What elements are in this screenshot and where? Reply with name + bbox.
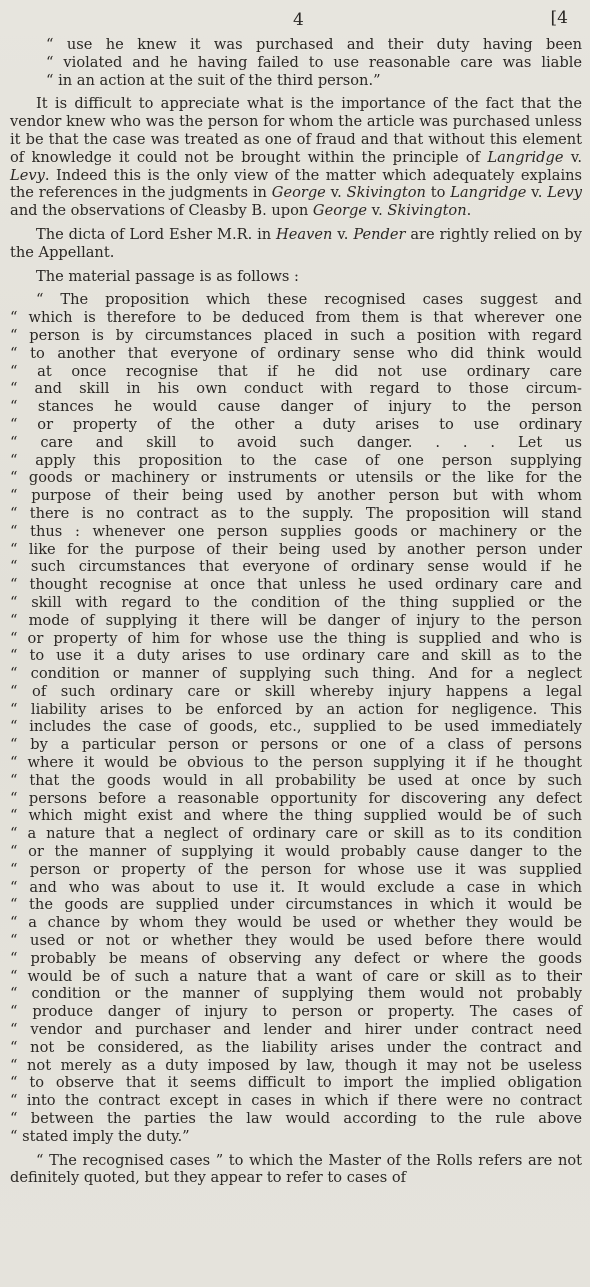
quote-line: “ which is therefore to be deduced from them is that wherever one bbox=[10, 309, 582, 327]
quoted-passage bbox=[10, 291, 582, 1145]
quote-line: “ and who was about to use it. It would exclude a case in which bbox=[10, 878, 582, 896]
body-text bbox=[10, 36, 582, 1187]
text-run: v. bbox=[366, 202, 388, 220]
case-name: Langridge bbox=[487, 148, 564, 166]
text-run: . bbox=[466, 202, 472, 220]
paragraph-recognised-cases: “ The recognised cases ” to which the Master of the Rolls refers are not definitely quoted, but they appear to refer to cases of bbox=[10, 1151, 582, 1187]
text-run: . Indeed this is the only view of the matter which adequately explains the references in the judgments in bbox=[10, 166, 582, 202]
page-header bbox=[10, 0, 582, 36]
quote-line: “ into the contract except in cases in which if there were no contract bbox=[10, 1092, 582, 1110]
quote-line: “ a chance by whom they would be used or whether they would be bbox=[10, 914, 582, 932]
case-name: Pender bbox=[353, 225, 406, 243]
case-name: Heaven bbox=[276, 225, 333, 243]
quote-line: “ purpose of their being used by another person but with whom bbox=[10, 487, 582, 505]
quote-line: “ use he knew it was purchased and their duty having been bbox=[46, 36, 582, 53]
quote-line: “ at once recognise that if he did not use ordinary care bbox=[10, 362, 582, 380]
quote-line: “ goods or machinery or instruments or utensils or the like for the bbox=[10, 469, 582, 487]
quote-line: “ probably be means of observing any defect or where the goods bbox=[10, 949, 582, 967]
case-name: Levy bbox=[547, 184, 583, 202]
quote-continuation bbox=[10, 36, 582, 89]
case-name: George bbox=[312, 202, 367, 220]
quote-line: “ mode of supplying it there will be danger of injury to the person bbox=[10, 611, 582, 629]
quote-line: “ not merely as a duty imposed by law, though it may not be useless bbox=[10, 1056, 582, 1074]
quote-line: “ person or property of the person for whose use it was supplied bbox=[10, 860, 582, 878]
quote-line: “ care and skill to avoid such danger. . . . Let us bbox=[10, 433, 582, 451]
page-number: 4 bbox=[293, 10, 304, 30]
quote-line: “ such circumstances that everyone of ordinary sense would if he bbox=[10, 558, 582, 576]
paragraph-importance bbox=[10, 95, 582, 220]
quote-line: “ person is by circumstances placed in such a position with regard bbox=[10, 326, 582, 344]
quote-line: “ stances he would cause danger of injury to the person bbox=[10, 398, 582, 416]
quote-line: “ used or not or whether they would be used before there would bbox=[10, 932, 582, 950]
quote-line: “ thought recognise at once that unless he used ordinary care and bbox=[10, 576, 582, 594]
quote-line: “ to observe that it seems difficult to import the implied obligation bbox=[10, 1074, 582, 1092]
quote-line: “ stated imply the duty.” bbox=[10, 1127, 190, 1145]
quote-line: “ includes the case of goods, etc., supplied to be used immediately bbox=[10, 718, 582, 736]
quote-line: “ in an action at the suit of the third person.” bbox=[46, 71, 381, 89]
quote-line: “ violated and he having failed to use reasonable care was liable bbox=[46, 53, 582, 71]
quote-line: “ the goods are supplied under circumstances in which it would be bbox=[10, 896, 582, 914]
text-run: v. bbox=[526, 184, 548, 202]
bracket-page-number: [4 bbox=[550, 8, 568, 28]
case-name: Levy bbox=[10, 166, 45, 184]
quote-line: “ produce danger of injury to person or property. The cases of bbox=[10, 1003, 582, 1021]
text-run: to bbox=[425, 184, 451, 202]
quote-line: “ not be considered, as the liability arises under the contract and bbox=[10, 1038, 582, 1056]
quote-line: “ or the manner of supplying it would probably cause danger to the bbox=[10, 843, 582, 861]
quote-line: “ where it would be obvious to the person supplying it if he thought bbox=[10, 754, 582, 772]
quote-line: “ vendor and purchaser and lender and hirer under contract need bbox=[10, 1021, 582, 1039]
quote-line: “ condition or the manner of supplying them would not probably bbox=[10, 985, 582, 1003]
quote-line: “ or property of the other a duty arises to use ordinary bbox=[10, 415, 582, 433]
quote-line: “ The proposition which these recognised cases suggest and bbox=[36, 291, 582, 309]
case-name: Skivington bbox=[346, 184, 426, 202]
quote-line: “ there is no contract as to the supply. The proposition will stand bbox=[10, 504, 582, 522]
text-run: The dicta of Lord Esher M.R. in bbox=[36, 225, 277, 243]
quote-line: “ skill with regard to the condition of the thing supplied or the bbox=[10, 593, 582, 611]
case-name: George bbox=[271, 184, 326, 202]
quote-line: “ would be of such a nature that a want of care or skill as to their bbox=[10, 967, 582, 985]
quote-line: “ condition or manner of supplying such thing. And for a neglect bbox=[10, 665, 582, 683]
quote-line: “ persons before a reasonable opportunity for discovering any defect bbox=[10, 789, 582, 807]
quote-line: “ liability arises to be enforced by an action for negligence. This bbox=[10, 700, 582, 718]
text-run: It is difficult to appreciate what is the importance of the fact that the vendor knew who was the person for whom the article was purchased unless it be that the case was treated as one of fraud and that without this element of knowledge it could not be brought within the principle of bbox=[10, 95, 582, 166]
quote-line: “ between the parties the law would according to the rule above bbox=[10, 1110, 582, 1128]
quote-line: “ thus : whenever one person supplies goods or machinery or the bbox=[10, 522, 582, 540]
quote-line: “ apply this proposition to the case of one person supplying bbox=[10, 451, 582, 469]
quote-line: “ that the goods would in all probability be used at once by such bbox=[10, 771, 582, 789]
quote-line: “ a nature that a neglect of ordinary care or skill as to its condition bbox=[10, 825, 582, 843]
quote-line: “ to use it a duty arises to use ordinary care and skill as to the bbox=[10, 647, 582, 665]
quote-line: “ or property of him for whose use the thing is supplied and who is bbox=[10, 629, 582, 647]
quote-line: “ by a particular person or persons or one of a class of persons bbox=[10, 736, 582, 754]
text-run: are rightly relied on by the Appellant. bbox=[10, 225, 583, 261]
text-run: and the observations of Cleasby B. upon bbox=[10, 202, 313, 220]
quote-line: “ which might exist and where the thing supplied would be of such bbox=[10, 807, 582, 825]
text-run: v. bbox=[325, 184, 347, 202]
paragraph-material-passage: The material passage is as follows : bbox=[36, 267, 299, 285]
paragraph-dicta bbox=[10, 226, 582, 262]
text-run: v. bbox=[332, 225, 354, 243]
quote-line: “ to another that everyone of ordinary sense who did think would bbox=[10, 344, 582, 362]
case-name: Langridge bbox=[450, 184, 527, 202]
quote-line: “ like for the purpose of their being used by another person under bbox=[10, 540, 582, 558]
quote-line: “ of such ordinary care or skill whereby injury happens a legal bbox=[10, 682, 582, 700]
text-run: v. bbox=[563, 148, 582, 166]
case-name: Skivington bbox=[387, 202, 467, 220]
quote-line: “ and skill in his own conduct with regard to those circum- bbox=[10, 380, 582, 398]
